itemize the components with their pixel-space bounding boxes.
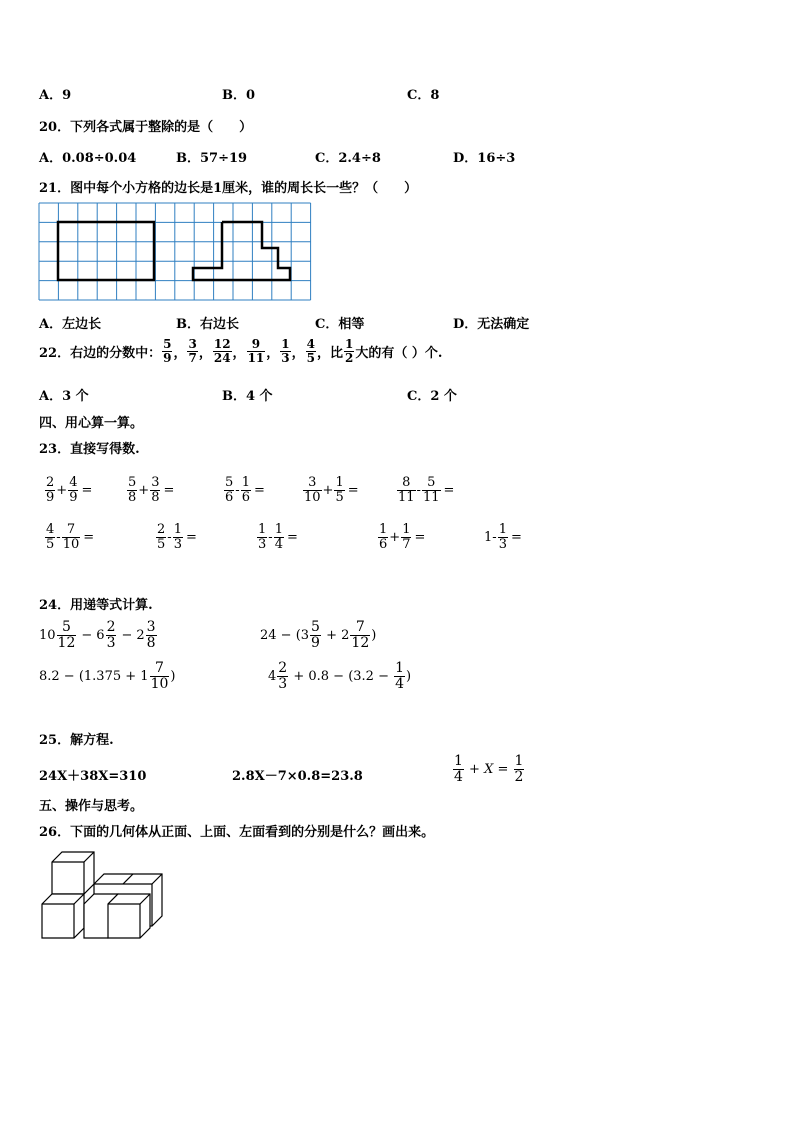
q23-expression: $\frac{3}{10}$ + $\frac{1}{5}$ = [304, 475, 359, 505]
q23-expression: $\frac{2}{9}$ + $\frac{4}{9}$ = [46, 475, 93, 505]
q23-fraction: $\frac{3}{10}$ [304, 475, 321, 505]
q21-option-d: D．无法确定 [453, 317, 530, 332]
q22-fraction: $\frac{5}{9}$ [163, 337, 172, 365]
q25-stem: 25．解方程. [39, 733, 114, 748]
q23-expression: 1 - $\frac{1}{3}$ = [484, 522, 522, 552]
q22-option-a: A．3 个 [39, 389, 89, 404]
q22-fraction: $\frac{9}{11}$ [247, 337, 265, 365]
q19-option-c: C．8 [407, 88, 440, 103]
q24-expression-2: 24 − (3 $\frac{5}{9}$ + 2 $\frac{7}{12}$ ) [260, 619, 377, 651]
q22-option-b: B．4 个 [222, 389, 273, 404]
q22-compare-word: ，比 [317, 345, 344, 361]
q22-fraction: $\frac{3}{7}$ [188, 337, 197, 365]
q23-expression: $\frac{1}{3}$ - $\frac{1}{4}$ = [258, 522, 298, 552]
q24-expression-1: 10 $\frac{5}{12}$ − 6 $\frac{2}{3}$ − 2 $\frac{3}{8}$ [39, 619, 156, 651]
q21-option-b: B．右边长 [176, 317, 239, 332]
q20-option-b: B．57÷19 [176, 151, 248, 166]
q24-expression-3: 8.2 − (1.375 + 1 $\frac{7}{10}$ ) [39, 660, 176, 692]
q22-fraction: $\frac{1}{3}$ [281, 337, 290, 365]
q23-expression: $\frac{5}{8}$ + $\frac{3}{8}$ = [128, 475, 175, 505]
q23-fraction: $\frac{3}{8}$ [151, 475, 160, 505]
q23-fraction: $\frac{5}{6}$ [225, 475, 234, 505]
q22-half-fraction: $\frac{1}{2}$ [345, 337, 354, 365]
q20-option-c: C．2.4÷8 [315, 151, 381, 166]
q25-equation-2: 2.8X－7×0.8=23.8 [232, 769, 363, 784]
q23-fraction: $\frac{1}{3}$ [258, 522, 267, 552]
q22-prefix: 22．右边的分数中： [39, 345, 162, 361]
q23-fraction: $\frac{2}{9}$ [46, 475, 55, 505]
section-4-heading: 四、用心算一算。 [39, 416, 144, 431]
q20-stem: 20．下列各式属于整除的是（ ） [39, 120, 253, 135]
q20-option-d: D．16÷3 [453, 151, 516, 166]
q21-option-c: C．相等 [315, 317, 365, 332]
q22-fraction-list: $\frac{5}{9}$ ， $\frac{3}{7}$ ， $\frac{12}{24}$ ， $\frac{9}{11}$ ， $\frac{1}{3}$ ， $\frac{4}{5}$ [163, 337, 316, 365]
q23-fraction: $\frac{1}{5}$ [335, 475, 344, 505]
q23-stem: 23．直接写得数. [39, 442, 140, 457]
section-5-heading: 五、操作与思考。 [39, 799, 144, 814]
q22-suffix: 大的有（ ）个. [355, 345, 443, 361]
q24-stem: 24．用递等式计算. [39, 598, 153, 613]
q25-equation-1: 24X＋38X=310 [39, 769, 147, 784]
q23-fraction: $\frac{1}{6}$ [241, 475, 250, 505]
q23-fraction: $\frac{5}{11}$ [422, 475, 440, 505]
q23-fraction: $\frac{1}{7}$ [402, 522, 411, 552]
q21-grid-figure [38, 202, 312, 302]
q23-expression: $\frac{4}{5}$ - $\frac{7}{10}$ = [46, 522, 95, 552]
right-polygon-shape [193, 222, 290, 280]
q23-fraction: $\frac{2}{5}$ [157, 522, 166, 552]
q23-expression: $\frac{1}{6}$ + $\frac{1}{7}$ = [379, 522, 426, 552]
q23-fraction: $\frac{1}{4}$ [274, 522, 283, 552]
q21-option-a: A．左边长 [39, 317, 102, 332]
q23-fraction: $\frac{5}{8}$ [128, 475, 137, 505]
q25-equation-3: $\frac{1}{4}$ + X = $\frac{1}{2}$ [454, 753, 524, 785]
q23-fraction: $\frac{7}{10}$ [62, 522, 80, 552]
left-rectangle-shape [58, 222, 154, 280]
q23-fraction: $\frac{1}{6}$ [379, 522, 388, 552]
q22-option-c: C．2 个 [407, 389, 457, 404]
q23-expression: $\frac{5}{6}$ - $\frac{1}{6}$ = [225, 475, 265, 505]
q23-fraction: $\frac{1}{3}$ [498, 522, 507, 552]
q22-fraction: $\frac{4}{5}$ [306, 337, 316, 365]
q19-option-b: B．0 [222, 88, 256, 103]
q26-cubes-figure [38, 848, 168, 944]
q22-fraction: $\frac{12}{24}$ [213, 337, 231, 365]
q23-fraction: $\frac{4}{9}$ [69, 475, 78, 505]
q23-expression: $\frac{2}{5}$ - $\frac{1}{3}$ = [157, 522, 197, 552]
q26-stem: 26．下面的几何体从正面、上面、左面看到的分别是什么？画出来。 [39, 825, 435, 840]
q23-fraction: $\frac{4}{5}$ [46, 522, 55, 552]
q23-fraction: $\frac{8}{11}$ [398, 475, 415, 505]
q23-fraction: $\frac{1}{3}$ [173, 522, 182, 552]
q19-option-a: A．9 [39, 88, 72, 103]
q20-option-a: A．0.08÷0.04 [39, 151, 137, 166]
q21-stem: 21．图中每个小方格的边长是1厘米，谁的周长长一些？（ ） [39, 181, 418, 196]
q22-stem [39, 338, 442, 364]
q23-expression: $\frac{8}{11}$ - $\frac{5}{11}$ = [398, 475, 455, 505]
q24-expression-4: 4 $\frac{2}{3}$ + 0.8 − (3.2 − $\frac{1}{4}$ ) [268, 660, 412, 692]
